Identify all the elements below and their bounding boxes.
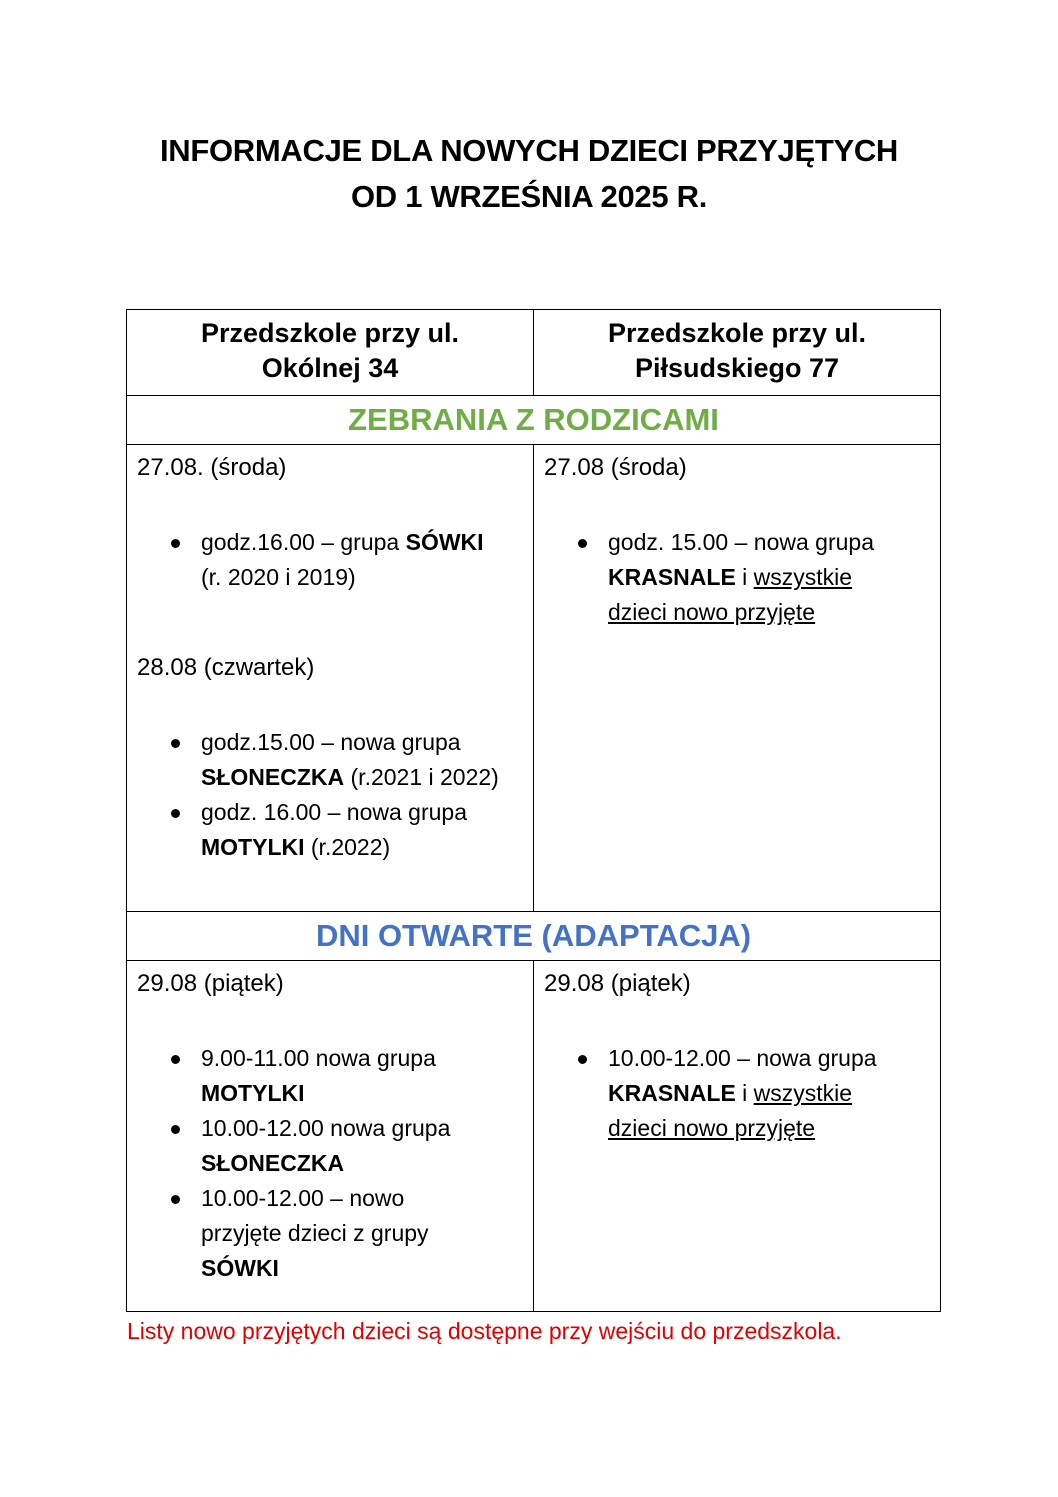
open-days-row	[127, 961, 941, 1312]
section-row-open-days	[127, 912, 941, 961]
list-item	[201, 795, 533, 865]
bullet-list	[137, 525, 533, 595]
item-text: (r.2021 i 2022)	[344, 764, 499, 790]
bullet-list	[544, 1041, 940, 1146]
list-item	[201, 1041, 533, 1111]
item-text: godz. 15.00 – nowa grupa	[608, 529, 874, 555]
column-header-right-line1: Przedszkole przy ul.	[607, 318, 867, 348]
page-title	[0, 128, 1058, 220]
item-text: (r. 2020 i 2019)	[201, 564, 356, 590]
column-header-right-line2: Piłsudskiego 77	[634, 353, 840, 383]
meetings-cell-left	[127, 445, 534, 912]
underlined-text: wszystkie	[753, 1080, 853, 1106]
item-text: godz. 16.00 – nowa grupa	[201, 799, 467, 825]
group-name: SŁONECZKA	[201, 1150, 345, 1176]
column-header-left-line2: Okólnej 34	[261, 353, 399, 383]
title-line-1: INFORMACJE DLA NOWYCH DZIECI PRZYJĘTYCH	[159, 133, 899, 168]
underlined-text: dzieci nowo przyjęte	[608, 1115, 816, 1141]
group-name: MOTYLKI	[201, 1080, 305, 1106]
list-item	[201, 725, 533, 795]
date-label: 28.08 (czwartek)	[137, 654, 315, 681]
item-text: przyjęte dzieci z grupy	[201, 1220, 429, 1246]
date-label: 29.08 (piątek)	[544, 970, 691, 997]
group-name: SÓWKI	[405, 529, 484, 555]
section-heading-open-days: DNI OTWARTE (ADAPTACJA)	[127, 912, 941, 961]
item-text: 10.00-12.00 – nowo	[201, 1185, 405, 1211]
item-text: 9.00-11.00 nowa grupa	[201, 1045, 436, 1071]
column-header-left-line1: Przedszkole przy ul.	[200, 318, 460, 348]
bullet-list	[137, 1041, 533, 1286]
list-item	[201, 1111, 533, 1181]
column-header-right	[534, 310, 941, 396]
header-row	[127, 310, 941, 396]
section-row-meetings	[127, 396, 941, 445]
footer-note: Listy nowo przyjętych dzieci są dostępne przy wejściu do przedszkola.	[127, 1318, 842, 1344]
column-header-left	[127, 310, 534, 396]
schedule-table	[126, 309, 941, 1312]
item-text: (r.2022)	[304, 834, 391, 860]
group-name: SÓWKI	[201, 1255, 279, 1281]
section-heading-meetings: ZEBRANIA Z RODZICAMI	[127, 396, 941, 445]
group-name: KRASNALE	[608, 564, 736, 590]
date-label: 27.08 (środa)	[544, 454, 687, 481]
bullet-list	[137, 725, 533, 865]
meetings-row	[127, 445, 941, 912]
list-item	[201, 1181, 533, 1286]
list-item	[608, 1041, 940, 1146]
bullet-list	[544, 525, 940, 630]
list-item	[201, 525, 533, 595]
item-text: i	[735, 1080, 754, 1106]
item-text: godz.15.00 – nowa grupa	[201, 729, 461, 755]
group-name: KRASNALE	[608, 1080, 736, 1106]
item-text: godz.16.00 – grupa	[201, 529, 406, 555]
date-label: 29.08 (piątek)	[137, 970, 284, 997]
open-days-cell-right	[534, 961, 941, 1312]
item-text: 10.00-12.00 nowa grupa	[201, 1115, 451, 1141]
meetings-cell-right	[534, 445, 941, 912]
underlined-text: dzieci nowo przyjęte	[608, 599, 816, 625]
item-text: i	[735, 564, 754, 590]
title-line-2: OD 1 WRZEŚNIA 2025 R.	[350, 179, 708, 214]
open-days-cell-left	[127, 961, 534, 1312]
list-item	[608, 525, 940, 630]
group-name: MOTYLKI	[201, 834, 305, 860]
underlined-text: wszystkie	[753, 564, 853, 590]
group-name: SŁONECZKA	[201, 764, 345, 790]
item-text: 10.00-12.00 – nowa grupa	[608, 1045, 877, 1071]
date-label: 27.08. (środa)	[137, 454, 287, 481]
